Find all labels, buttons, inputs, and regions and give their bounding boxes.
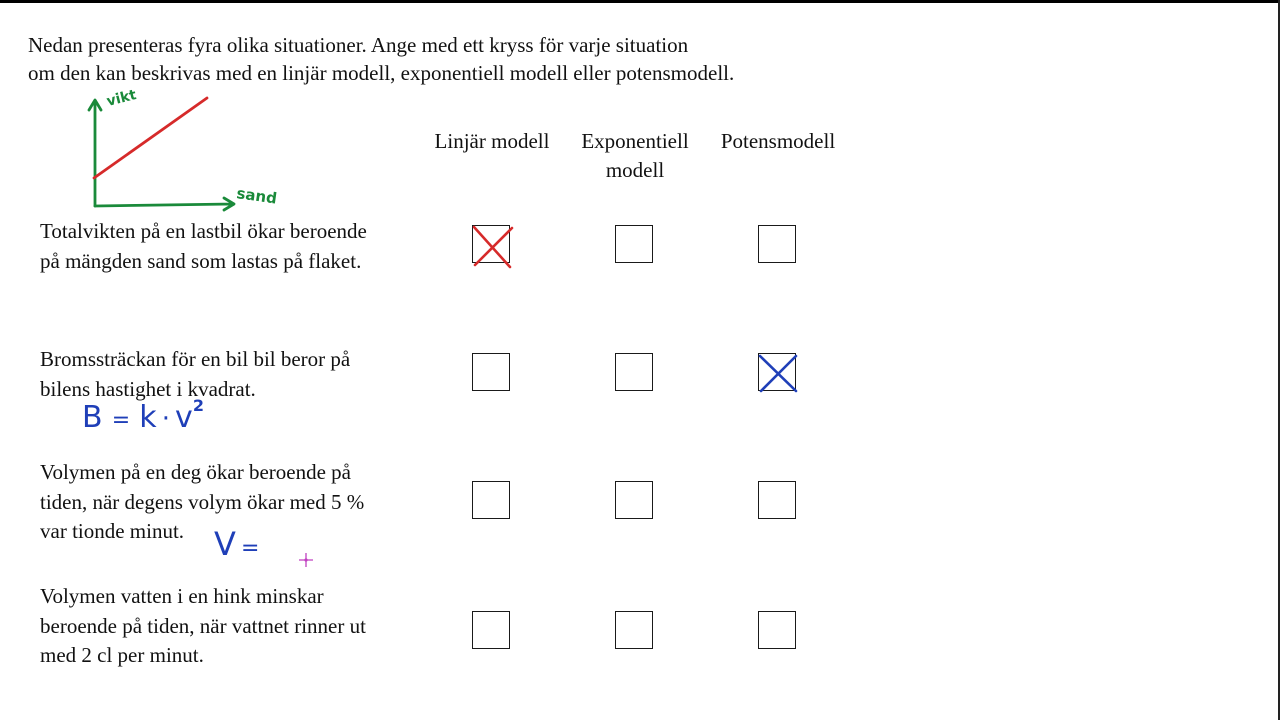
sketch-line xyxy=(94,98,207,178)
instructions-line-1: Nedan presenteras fyra olika situationer. Ange med ett kryss för varje situation xyxy=(28,33,689,57)
pen-cursor-icon xyxy=(298,552,314,568)
sketch-y-axis xyxy=(89,100,101,206)
q1-exponential-checkbox[interactable] xyxy=(615,225,653,263)
q4-power-checkbox[interactable] xyxy=(758,611,796,649)
q3-power-checkbox[interactable] xyxy=(758,481,796,519)
red-cross-mark-icon xyxy=(471,224,515,270)
question-4-text: Volymen vatten i en hink minskar beroende på tiden, när vattnet rinner ut med 2 cl per minut. xyxy=(40,584,366,667)
q4-linear-checkbox[interactable] xyxy=(472,611,510,649)
q3-exponential-checkbox[interactable] xyxy=(615,481,653,519)
instructions-line-2: om den kan beskrivas med en linjär modell, exponentiell modell eller potensmodell. xyxy=(28,61,735,85)
column-header-linear: Linjär modell xyxy=(434,129,550,153)
question-2-text: Bromssträckan för en bil bil beror på bilens hastighet i kvadrat. xyxy=(40,347,351,401)
column-header-exponential: Exponentiell modell xyxy=(581,129,689,182)
q2-exponential-checkbox[interactable] xyxy=(615,353,653,391)
handwritten-formula-v: V = xyxy=(214,525,260,563)
question-3-text: Volymen på en deg ökar beroende på tiden, när degens volym ökar med 5 % var tionde minut. xyxy=(40,460,365,543)
page-top-border xyxy=(0,0,1280,3)
column-header-power: Potensmodell xyxy=(720,129,836,153)
sketch-x-axis xyxy=(95,198,234,210)
q1-linear-checkbox[interactable] xyxy=(472,225,510,263)
q1-power-checkbox[interactable] xyxy=(758,225,796,263)
q2-linear-checkbox[interactable] xyxy=(472,353,510,391)
q3-linear-checkbox[interactable] xyxy=(472,481,510,519)
question-1-text: Totalvikten på en lastbil ökar beroende på mängden sand som lastas på flaket. xyxy=(40,219,367,273)
sketch-x-label: sand xyxy=(235,184,279,208)
sketch-linear-graph xyxy=(84,86,294,214)
blue-cross-mark-icon xyxy=(757,352,799,394)
instructions xyxy=(28,31,928,87)
q2-power-checkbox[interactable] xyxy=(758,353,796,391)
sketch-y-label: vikt xyxy=(105,87,139,110)
q4-exponential-checkbox[interactable] xyxy=(615,611,653,649)
handwritten-formula-b: B = k · v2 xyxy=(82,396,204,435)
